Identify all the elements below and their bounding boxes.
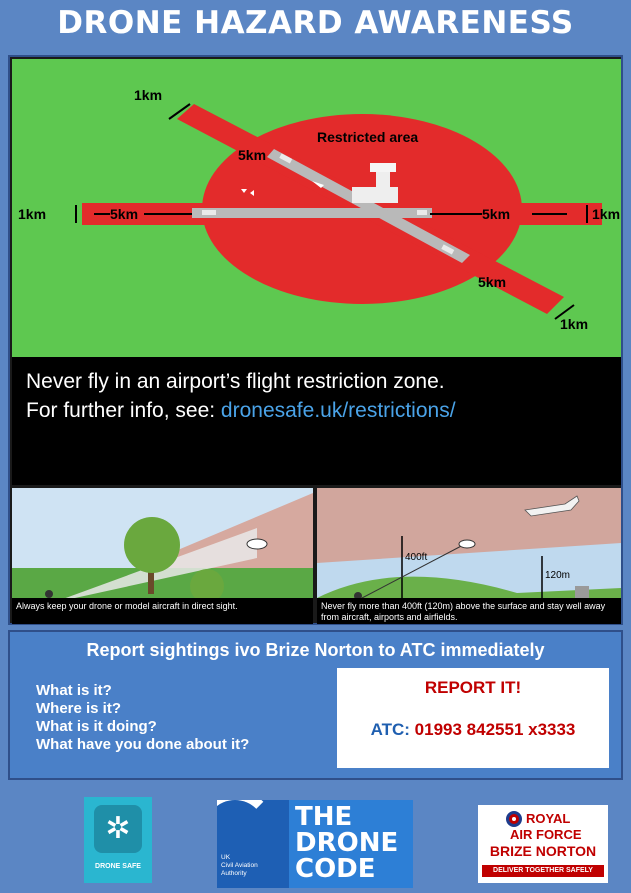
drone-icon xyxy=(247,539,267,549)
dist-label: 5km xyxy=(110,206,139,222)
dist-label: 1km xyxy=(134,87,163,103)
altitude-limit-scene xyxy=(317,488,621,624)
caa-line: Civil Aviation xyxy=(221,862,258,869)
tree-large xyxy=(124,517,180,573)
brize-norton-label: BRIZE NORTON xyxy=(489,843,597,859)
raf-roundel-icon xyxy=(506,811,522,827)
terminal-building xyxy=(352,187,398,203)
report-panel xyxy=(8,630,623,780)
drone-code-word: DRONE xyxy=(295,828,399,858)
question-item: Where is it? xyxy=(36,700,122,717)
raf-tagline: DELIVER TOGETHER SAFELY xyxy=(482,865,604,877)
caption-line-1: Never fly in an airport’s flight restriction zone. xyxy=(26,370,445,393)
question-item: What have you done about it? xyxy=(36,736,250,753)
info-panel xyxy=(8,55,623,625)
question-item: What is it doing? xyxy=(36,718,157,735)
drone-code-word: THE xyxy=(295,802,353,832)
drone-code-wordmark xyxy=(295,804,398,882)
report-heading: Report sightings ivo Brize Norton to ATC immediately xyxy=(86,640,545,660)
restricted-area-label: Restricted area xyxy=(317,129,419,145)
restrictions-link[interactable]: dronesafe.uk/restrictions/ xyxy=(220,399,456,422)
report-it-callout xyxy=(337,668,609,768)
report-it-title: REPORT IT! xyxy=(424,678,522,697)
atc-phone-number[interactable]: 01993 842551 x3333 xyxy=(414,720,576,739)
airport-restriction-diagram xyxy=(12,59,621,357)
restriction-caption xyxy=(12,357,621,485)
restriction-zone-illustration xyxy=(12,59,621,357)
dronesafe-label: DRONE SAFE xyxy=(95,863,141,870)
atc-contact xyxy=(337,720,609,740)
dist-label: 1km xyxy=(18,206,47,222)
dist-label: 5km xyxy=(482,206,511,222)
raf-brize-norton-logo xyxy=(478,805,608,883)
atc-label: ATC: xyxy=(370,720,410,739)
drone-code-word: CODE xyxy=(295,854,376,884)
drone-code-logo xyxy=(217,800,413,888)
altitude-caption: Never fly more than 400ft (120m) above the surface and stay well away from aircraft, airports and airfields. xyxy=(317,598,621,624)
caption-prefix: For further info, see: xyxy=(26,399,221,422)
dronesafe-logo xyxy=(84,797,152,883)
raf-line: ROYAL xyxy=(526,811,571,826)
altitude-label-120m: 120m xyxy=(545,570,571,581)
building xyxy=(575,586,589,598)
report-questions xyxy=(36,682,249,754)
caption-line-2 xyxy=(26,396,621,425)
dist-label: 1km xyxy=(592,206,621,222)
altitude-label-400ft: 400ft xyxy=(405,552,428,563)
caa-text xyxy=(221,854,258,878)
raf-line: AIR FORCE xyxy=(510,827,582,842)
dist-label: 5km xyxy=(238,147,267,163)
line-of-sight-caption: Always keep your drone or model aircraft in direct sight. xyxy=(12,598,313,624)
line-of-sight-scene xyxy=(12,488,313,624)
caa-line: Authority xyxy=(221,870,247,877)
dist-label: 5km xyxy=(478,274,507,290)
dist-label: 1km xyxy=(560,316,589,332)
drone-icon xyxy=(459,540,475,548)
page-title: DRONE HAZARD AWARENESS xyxy=(57,5,574,41)
question-item: What is it? xyxy=(36,682,112,699)
drone-icon: ✲ xyxy=(94,805,142,853)
control-tower xyxy=(376,169,390,191)
caa-logo xyxy=(217,800,289,888)
caa-line: UK xyxy=(221,854,231,861)
